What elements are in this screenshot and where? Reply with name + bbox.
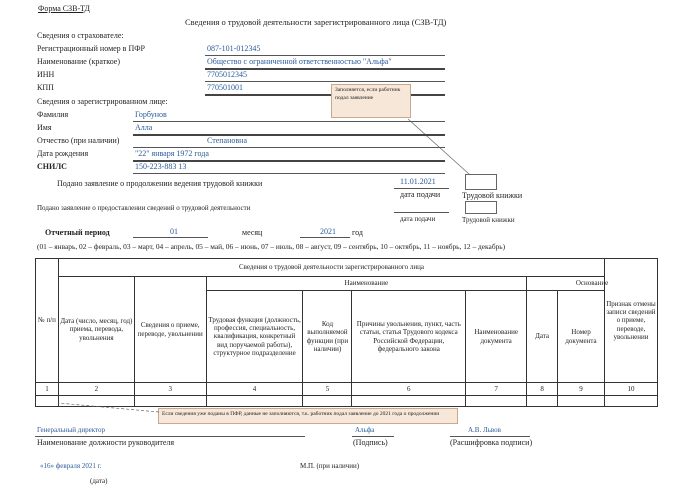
application1-type: Трудовой книжки (462, 191, 523, 200)
snils-value: 150-223-883 13 (135, 162, 187, 171)
surname-value: Горбунов (135, 110, 167, 119)
name-caption: (Расшифровка подписи) (450, 438, 533, 447)
work-activity-table (35, 258, 658, 407)
signer-name: А.В. Львов (468, 426, 501, 434)
col-doc-date-header: Дата (527, 291, 558, 383)
application2-checkbox[interactable] (465, 201, 497, 214)
col-reason-header: Причины увольнения, пункт, часть статьи, статья Трудового кодекса Российской Федерации, федерального закона (352, 291, 466, 383)
col-event-header: Сведения о приеме, переводе, увольнении (134, 277, 206, 383)
period-year: 2021 (320, 227, 336, 236)
birth-label: Дата рождения (37, 149, 89, 158)
application1-label: Подано заявление о продолжении ведения трудовой книжки (57, 179, 263, 188)
stamp-label: М.П. (при наличии) (300, 462, 360, 470)
patronymic-label: Отчество (при наличии) (37, 136, 120, 145)
group-basis-header: Основание (527, 277, 658, 291)
signer-position: Генеральный директор (37, 426, 105, 434)
col-code-header: Код выполняемой функции (при наличии) (303, 291, 352, 383)
period-month: 01 (170, 227, 178, 236)
sign-caption: (Подпись) (353, 438, 388, 447)
col-doc-num-header: Номер документа (558, 291, 605, 383)
col-number: 1 (36, 383, 59, 396)
kpp-value: 770501001 (207, 83, 243, 92)
col-number: 6 (352, 383, 466, 396)
col-number: 4 (206, 383, 303, 396)
col-number: 3 (134, 383, 206, 396)
surname-label: Фамилия (37, 110, 69, 119)
col-position-header: Трудовая функция (должность, профессия, специальность, квалификация, конкретный вид поручаемой работы), структурное подразделение (206, 291, 303, 383)
col-number: 10 (604, 383, 657, 396)
inn-label: ИНН (37, 70, 55, 79)
tooltip-table-note: Если сведения уже поданы в ПФР, данные не заполняются, т.к. работник подал заявление до 2021 года о продолжении (158, 408, 458, 424)
col-number: 8 (527, 383, 558, 396)
org-name-label: Наименование (краткое) (37, 57, 121, 66)
person-heading: Сведения о зарегистрированном лице: (37, 97, 168, 106)
kpp-label: КПП (37, 83, 54, 92)
date-caption: (дата) (90, 477, 108, 485)
col-number: 5 (303, 383, 352, 396)
month-caption: месяц (242, 228, 263, 237)
sign-date: «16» февраля 2021 г. (40, 462, 102, 470)
column-numbers-row (36, 383, 658, 396)
form-label: Форма СЗВ-ТД (38, 4, 90, 13)
application2-type: Трудовой книжки (462, 216, 515, 224)
reg-number-label: Регистрационный номер в ПФР (37, 44, 145, 53)
page-title: Сведения о трудовой деятельности зарегистрированного лица (СЗВ-ТД) (185, 17, 447, 27)
col-date-header: Дата (число, месяц, год) приема, перевода, увольнения (58, 277, 134, 383)
col-num-header: № п/п (36, 259, 59, 383)
period-label: Отчетный период (45, 228, 110, 237)
col-cancel-header: Признак отмены записи сведений о приеме, переводе, увольнении (604, 259, 657, 383)
application1-checkbox[interactable] (465, 174, 497, 190)
tooltip-note: Заполняется, если работник подал заявление (331, 84, 411, 118)
col-number: 7 (466, 383, 527, 396)
signer-position-caption: Наименование должности руководителя (37, 438, 175, 447)
org-name-value: Общество с ограниченной ответственностью "Альфа" (207, 57, 392, 66)
group-header: Сведения о трудовой деятельности зарегистрированного лица (58, 259, 604, 277)
reg-number-value: 087-101-012345 (207, 44, 261, 53)
patronymic-value: Степановна (207, 136, 247, 145)
col-number: 9 (558, 383, 605, 396)
application2-caption: дата подачи (400, 215, 436, 223)
inn-value: 7705012345 (207, 70, 247, 79)
application1-date: 11.01.2021 (400, 177, 436, 186)
month-legend: (01 – январь, 02 – февраль, 03 – март, 04 – апрель, 05 – май, 06 – июнь, 07 – июль, 08 – август, 09 – сентябрь, 10 – октябрь, 11 – ноябрь, 12 – декабрь) (37, 242, 506, 251)
year-caption: год (352, 228, 363, 237)
col-doc-name-header: Наименование документа (466, 291, 527, 383)
birth-value: "22" января 1972 года (135, 149, 209, 158)
snils-label: СНИЛС (37, 162, 67, 171)
insurer-heading: Сведения о страхователе: (37, 31, 124, 40)
signer-sign: Альфа (355, 426, 375, 434)
col-number: 2 (58, 383, 134, 396)
application1-caption: дата подачи (400, 190, 441, 199)
group-job-header: Наименование (206, 277, 526, 291)
name-value: Алла (135, 123, 153, 132)
application2-label: Подано заявление о предоставлении сведений о трудовой деятельности (37, 204, 251, 212)
name-label: Имя (37, 123, 52, 132)
